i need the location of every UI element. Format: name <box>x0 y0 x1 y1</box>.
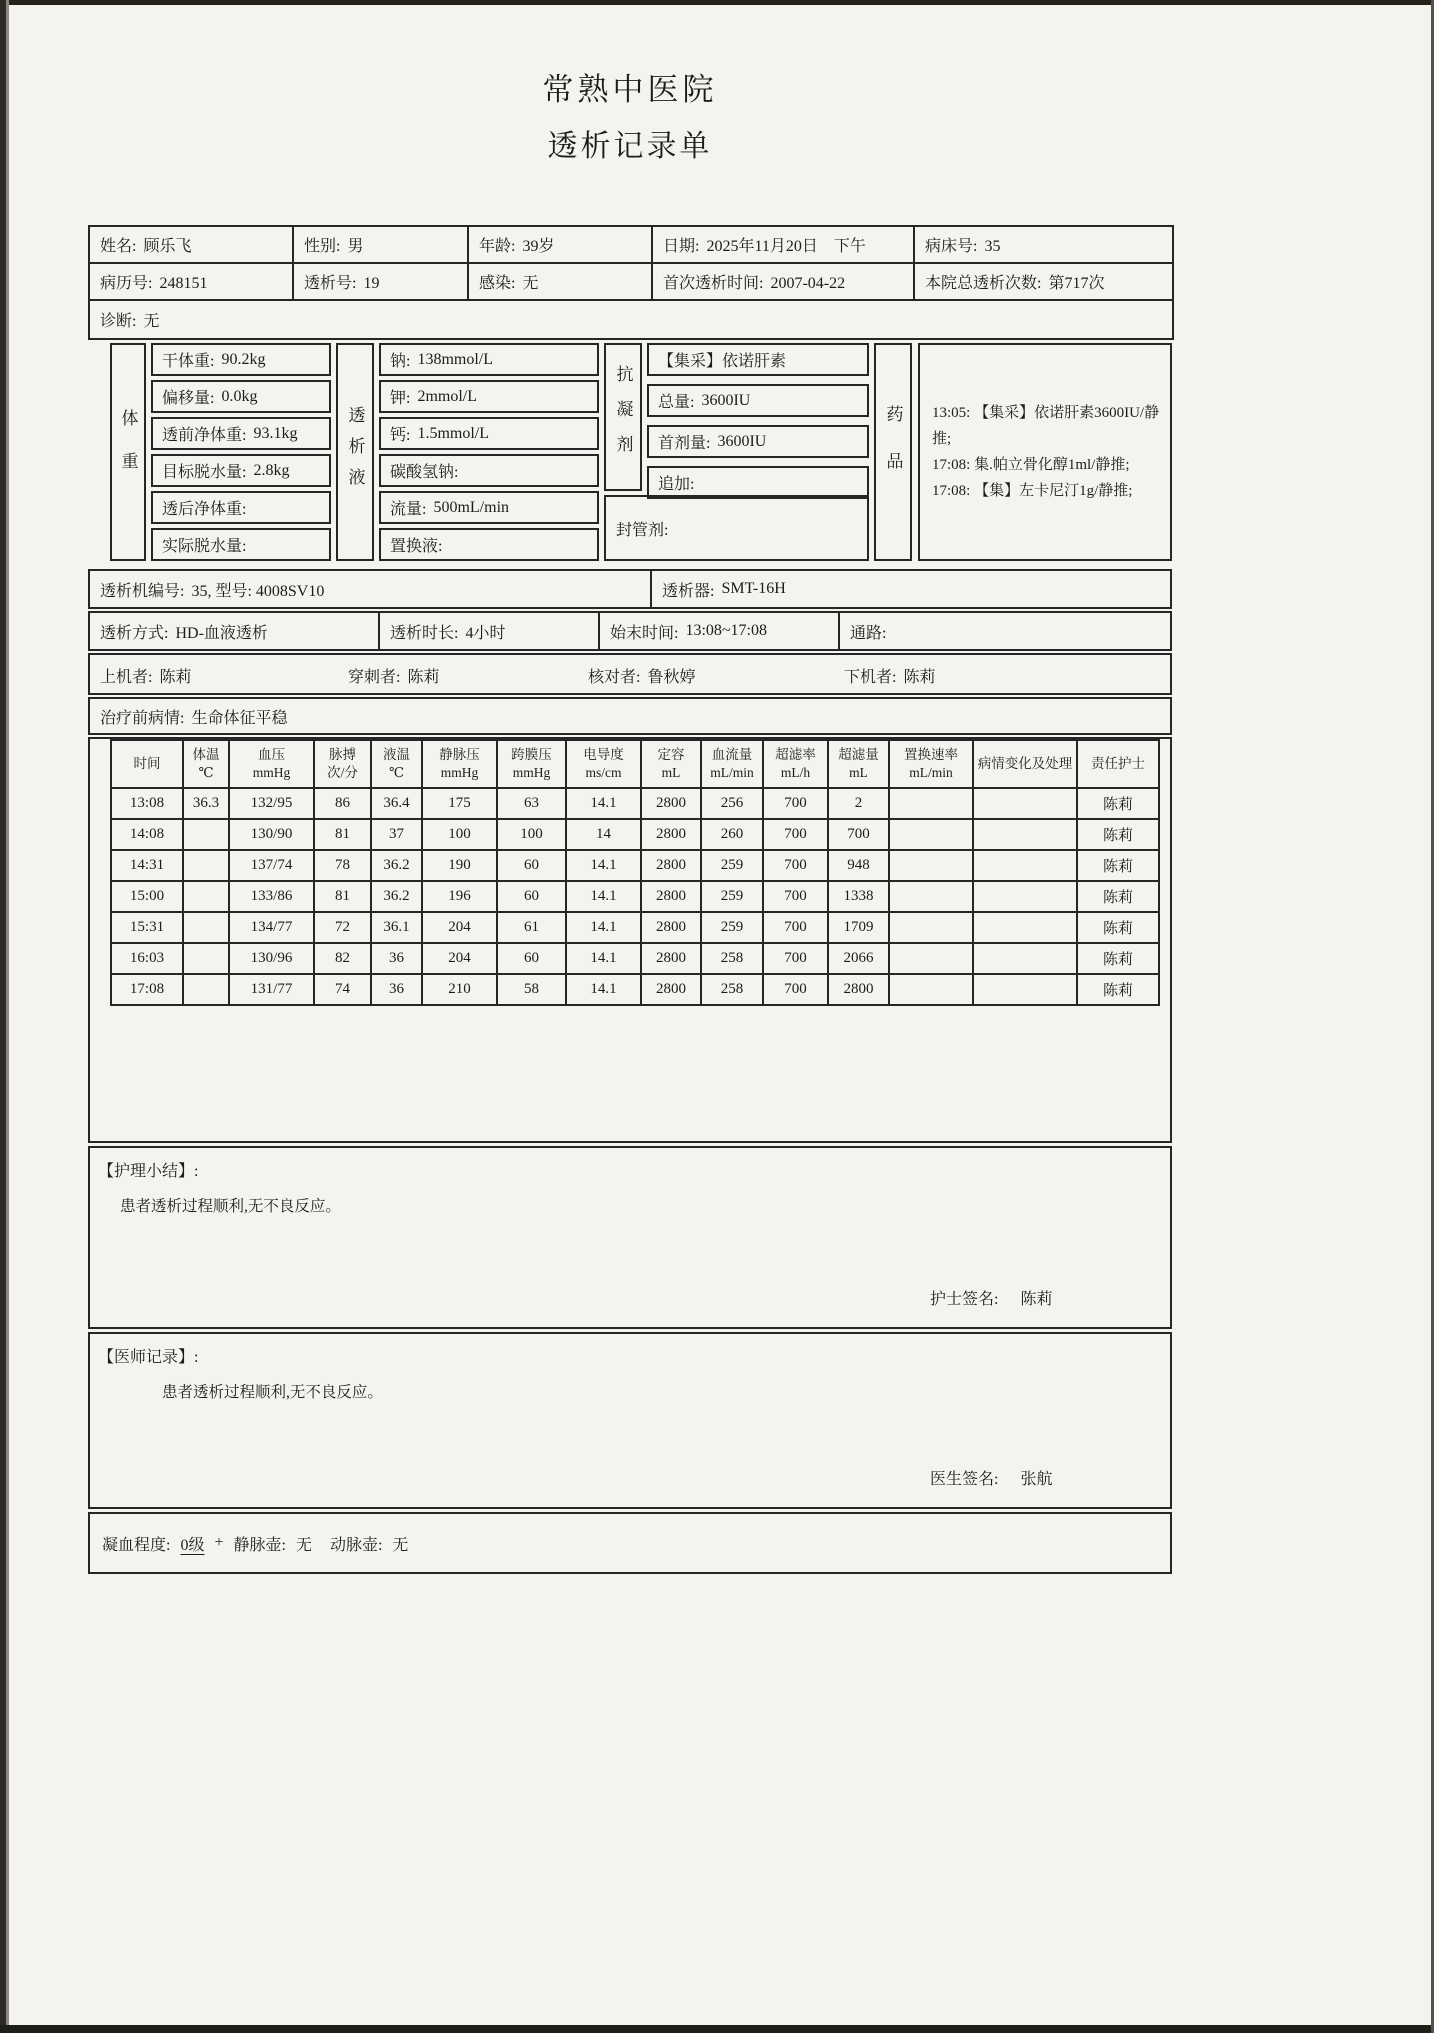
field-machine-no-model: 透析机编号: 35, 型号: 4008SV10 <box>88 569 652 609</box>
doctor-record-body: 患者透析过程顺利,无不良反应。 <box>162 1384 383 1401</box>
venous-chamber-label: 静脉壶: <box>233 1536 286 1554</box>
monitor-cell <box>973 943 1077 974</box>
monitor-cell: 陈莉 <box>1077 819 1159 850</box>
monitor-cell: 16:03 <box>111 943 183 974</box>
monitor-cell: 36.1 <box>371 912 422 943</box>
monitor-cell <box>889 912 973 943</box>
monitor-row <box>111 850 1159 881</box>
monitor-cell: 204 <box>422 943 497 974</box>
monitor-row <box>111 912 1159 943</box>
monitor-cell: 2800 <box>641 912 701 943</box>
field-puncturer: 穿刺者: 陈莉 <box>348 669 440 686</box>
field-anticoagulant-name: 【集采】依诺肝素 <box>647 343 869 376</box>
session-row <box>88 611 1172 651</box>
monitor-cell: 2800 <box>828 974 889 1005</box>
field-actual-fluid-removal: 实际脱水量: <box>151 528 331 561</box>
monitor-cell: 948 <box>828 850 889 881</box>
field-target-fluid-removal: 目标脱水量: 2.8kg <box>151 454 331 487</box>
nurse-signature: 护士签名: 陈莉 <box>930 1291 1053 1308</box>
field-duration: 透析时长: 4小时 <box>378 611 600 651</box>
monitor-cell: 2800 <box>641 943 701 974</box>
monitor-cell: 1709 <box>828 912 889 943</box>
monitor-cell: 14.1 <box>566 943 641 974</box>
field-bed-no: 病床号: 35 <box>914 226 1173 263</box>
monitor-header-row <box>111 740 1159 788</box>
coagulation-label: 凝血程度: <box>102 1536 171 1554</box>
monitor-cell <box>183 819 229 850</box>
monitor-cell: 36.3 <box>183 788 229 819</box>
monitor-cell: 258 <box>701 943 763 974</box>
scan-edge-left-shadow <box>6 0 9 2033</box>
monitor-cell: 259 <box>701 881 763 912</box>
monitor-cell: 700 <box>763 881 828 912</box>
monitor-cell: 60 <box>497 943 566 974</box>
arterial-chamber-value: 无 <box>392 1536 409 1554</box>
monitor-cell <box>183 912 229 943</box>
monitor-cell: 78 <box>314 850 371 881</box>
medication-line: 13:05: 【集采】依诺肝素3600IU/静推; <box>932 404 1160 447</box>
monitor-cell: 2066 <box>828 943 889 974</box>
monitor-cell <box>973 788 1077 819</box>
monitor-cell: 2800 <box>641 819 701 850</box>
monitor-cell: 36.2 <box>371 850 422 881</box>
field-pre-condition: 治疗前病情: 生命体征平稳 <box>88 697 1172 735</box>
monitor-col-header: 跨膜压 mmHg <box>497 740 566 788</box>
monitor-cell: 700 <box>763 850 828 881</box>
anticoagulant-cells <box>647 343 869 503</box>
monitor-cell: 82 <box>314 943 371 974</box>
monitor-cell: 60 <box>497 881 566 912</box>
monitor-col-header: 液温 ℃ <box>371 740 422 788</box>
monitor-cell: 100 <box>497 819 566 850</box>
medication-line: 17:08: 【集】左卡尼汀1g/静推; <box>932 483 1133 500</box>
monitor-cell: 陈莉 <box>1077 850 1159 881</box>
nursing-summary-title: 【护理小结】: <box>98 1163 199 1180</box>
monitor-cell: 256 <box>701 788 763 819</box>
monitor-cell <box>183 974 229 1005</box>
monitor-cell: 74 <box>314 974 371 1005</box>
machine-row <box>88 569 1172 609</box>
field-dry-weight: 干体重: 90.2kg <box>151 343 331 376</box>
monitor-cell: 100 <box>422 819 497 850</box>
field-infection: 感染: 无 <box>468 263 652 300</box>
field-dialyzer: 透析器: SMT-16H <box>650 569 1172 609</box>
doctor-signature: 医生签名: 张航 <box>930 1471 1053 1488</box>
coagulation-plus: + <box>214 1534 224 1551</box>
field-potassium: 钾: 2mmol/L <box>379 380 599 413</box>
coagulation-row <box>88 1512 1172 1574</box>
monitor-cell: 190 <box>422 850 497 881</box>
field-first-dose: 首剂量: 3600IU <box>647 425 869 458</box>
monitor-row <box>111 819 1159 850</box>
monitor-cell: 2800 <box>641 850 701 881</box>
mid-section <box>88 343 1172 567</box>
monitor-cell: 15:31 <box>111 912 183 943</box>
monitor-col-header: 血流量 mL/min <box>701 740 763 788</box>
monitor-cell: 1338 <box>828 881 889 912</box>
staff-row <box>88 653 1172 695</box>
medication-list <box>918 343 1172 561</box>
monitor-cell: 81 <box>314 819 371 850</box>
field-operator-on: 上机者: 陈莉 <box>100 669 192 686</box>
monitor-cell: 130/90 <box>229 819 314 850</box>
anticoagulant-area <box>604 343 869 561</box>
monitor-cell: 2800 <box>641 788 701 819</box>
monitor-cell: 130/96 <box>229 943 314 974</box>
monitor-cell: 259 <box>701 912 763 943</box>
field-additional-dose: 追加: <box>647 466 869 499</box>
monitor-cell <box>889 943 973 974</box>
monitor-cell: 700 <box>763 788 828 819</box>
dialysate-cells <box>379 343 599 561</box>
monitor-cell <box>973 819 1077 850</box>
weight-group-label: 体重 <box>110 343 146 561</box>
monitor-cell: 260 <box>701 819 763 850</box>
field-bicarbonate: 碳酸氢钠: <box>379 454 599 487</box>
monitor-cell: 14.1 <box>566 788 641 819</box>
monitor-cell <box>889 881 973 912</box>
field-age: 年龄: 39岁 <box>468 226 652 263</box>
monitor-cell: 259 <box>701 850 763 881</box>
monitor-col-header: 置换速率 mL/min <box>889 740 973 788</box>
monitor-cell: 14:31 <box>111 850 183 881</box>
monitor-cell <box>183 943 229 974</box>
monitor-cell: 63 <box>497 788 566 819</box>
monitor-cell <box>183 850 229 881</box>
doctor-record-box <box>88 1332 1172 1509</box>
field-gender: 性别: 男 <box>293 226 468 263</box>
monitor-cell: 132/95 <box>229 788 314 819</box>
monitor-cell <box>973 850 1077 881</box>
monitor-cell: 13:08 <box>111 788 183 819</box>
monitor-cell <box>889 974 973 1005</box>
hospital-name: 常熟中医院 <box>542 72 718 107</box>
doctor-record-title: 【医师记录】: <box>98 1349 199 1366</box>
field-total-dose: 总量: 3600IU <box>647 384 869 417</box>
scan-edge-top <box>0 0 1434 5</box>
monitor-cell: 700 <box>828 819 889 850</box>
monitor-col-header: 超滤率 mL/h <box>763 740 828 788</box>
monitor-cell: 700 <box>763 974 828 1005</box>
field-dialysis-mode: 透析方式: HD-血液透析 <box>88 611 380 651</box>
medication-line: 17:08: 集.帕立骨化醇1ml/静推; <box>932 457 1130 473</box>
monitor-cell: 700 <box>763 943 828 974</box>
monitor-cell: 134/77 <box>229 912 314 943</box>
monitor-col-header: 超滤量 mL <box>828 740 889 788</box>
monitor-cell: 2800 <box>641 974 701 1005</box>
monitor-row <box>111 974 1159 1005</box>
nursing-summary-box <box>88 1146 1172 1329</box>
field-checker: 核对者: 鲁秋婷 <box>588 669 696 686</box>
diagnosis-row <box>89 300 1173 339</box>
field-time-range: 始末时间: 13:08~17:08 <box>598 611 840 651</box>
monitor-cell: 陈莉 <box>1077 974 1159 1005</box>
arterial-chamber-label: 动脉壶: <box>329 1536 383 1554</box>
field-pre-net-weight: 透前净体重: 93.1kg <box>151 417 331 450</box>
field-date: 日期: 2025年11月20日 下午 <box>652 226 914 263</box>
monitor-cell: 258 <box>701 974 763 1005</box>
monitor-cell <box>973 881 1077 912</box>
monitor-col-header: 病情变化及处理 <box>973 740 1077 788</box>
monitor-table <box>110 739 1160 1006</box>
monitor-cell: 137/74 <box>229 850 314 881</box>
field-sodium: 钠: 138mmol/L <box>379 343 599 376</box>
coagulation-grade: 0级 <box>180 1536 205 1554</box>
monitor-cell: 133/86 <box>229 881 314 912</box>
monitor-col-header: 血压 mmHg <box>229 740 314 788</box>
monitor-cell: 17:08 <box>111 974 183 1005</box>
monitor-col-header: 脉搏 次/分 <box>314 740 371 788</box>
monitor-cell: 14.1 <box>566 881 641 912</box>
field-flow-rate: 流量: 500mL/min <box>379 491 599 524</box>
monitor-cell: 15:00 <box>111 881 183 912</box>
monitor-cell <box>889 850 973 881</box>
field-operator-off: 下机者: 陈莉 <box>844 669 936 686</box>
monitor-cell: 36 <box>371 974 422 1005</box>
monitor-cell: 61 <box>497 912 566 943</box>
field-diagnosis: 诊断: 无 <box>89 300 1173 339</box>
monitor-col-header: 电导度 ms/cm <box>566 740 641 788</box>
monitor-row <box>111 943 1159 974</box>
field-replacement-fluid: 置换液: <box>379 528 599 561</box>
monitor-cell: 175 <box>422 788 497 819</box>
monitor-cell: 陈莉 <box>1077 943 1159 974</box>
monitor-area <box>88 737 1172 1143</box>
monitor-cell <box>889 788 973 819</box>
monitor-cell: 14:08 <box>111 819 183 850</box>
monitor-cell: 81 <box>314 881 371 912</box>
monitor-cell: 60 <box>497 850 566 881</box>
field-calcium: 钙: 1.5mmol/L <box>379 417 599 450</box>
monitor-cell: 86 <box>314 788 371 819</box>
monitor-cell: 2800 <box>641 881 701 912</box>
monitor-body <box>111 788 1159 1005</box>
monitor-col-header: 静脉压 mmHg <box>422 740 497 788</box>
patient-info-row1 <box>89 226 1173 263</box>
monitor-cell: 204 <box>422 912 497 943</box>
monitor-cell: 陈莉 <box>1077 912 1159 943</box>
monitor-cell: 700 <box>763 912 828 943</box>
monitor-cell: 2 <box>828 788 889 819</box>
dialysate-group-label: 透析液 <box>336 343 374 561</box>
field-record-no: 病历号: 248151 <box>89 263 293 300</box>
monitor-cell: 700 <box>763 819 828 850</box>
monitor-cell: 58 <box>497 974 566 1005</box>
anticoagulant-group-label: 抗凝剂 <box>604 343 642 491</box>
venous-chamber-value: 无 <box>295 1536 312 1554</box>
monitor-cell: 14 <box>566 819 641 850</box>
field-name: 姓名: 顾乐飞 <box>89 226 293 263</box>
patient-info-row2 <box>89 263 1173 300</box>
monitor-cell: 36.4 <box>371 788 422 819</box>
monitor-cell: 14.1 <box>566 850 641 881</box>
document-title: 透析记录单 <box>547 130 713 163</box>
monitor-cell: 陈莉 <box>1077 788 1159 819</box>
monitor-row <box>111 788 1159 819</box>
monitor-cell <box>973 974 1077 1005</box>
field-post-net-weight: 透后净体重: <box>151 491 331 524</box>
monitor-cell: 36.2 <box>371 881 422 912</box>
field-offset: 偏移量: 0.0kg <box>151 380 331 413</box>
monitor-cell: 196 <box>422 881 497 912</box>
monitor-col-header: 责任护士 <box>1077 740 1159 788</box>
field-dialysis-no: 透析号: 19 <box>293 263 468 300</box>
document-header <box>88 64 1172 165</box>
monitor-cell: 72 <box>314 912 371 943</box>
monitor-col-header: 定容 mL <box>641 740 701 788</box>
monitor-cell: 37 <box>371 819 422 850</box>
record-form <box>88 225 1172 1574</box>
monitor-col-header: 时间 <box>111 740 183 788</box>
monitor-cell: 131/77 <box>229 974 314 1005</box>
patient-info-table <box>88 225 1174 340</box>
field-first-dialysis-time: 首次透析时间: 2007-04-22 <box>652 263 914 300</box>
monitor-cell: 210 <box>422 974 497 1005</box>
monitor-cell: 14.1 <box>566 912 641 943</box>
monitor-cell <box>183 881 229 912</box>
scan-edge-bottom <box>0 2025 1434 2033</box>
field-seal-agent: 封管剂: <box>604 495 869 561</box>
monitor-cell <box>889 819 973 850</box>
field-total-sessions: 本院总透析次数: 第717次 <box>914 263 1173 300</box>
medication-group-label: 药品 <box>874 343 912 561</box>
monitor-cell: 陈莉 <box>1077 881 1159 912</box>
nursing-summary-body: 患者透析过程顺利,无不良反应。 <box>120 1198 341 1215</box>
monitor-cell <box>973 912 1077 943</box>
field-access: 通路: <box>838 611 1172 651</box>
monitor-row <box>111 881 1159 912</box>
monitor-cell: 36 <box>371 943 422 974</box>
weight-cells <box>151 343 331 561</box>
monitor-col-header: 体温 ℃ <box>183 740 229 788</box>
monitor-cell: 14.1 <box>566 974 641 1005</box>
